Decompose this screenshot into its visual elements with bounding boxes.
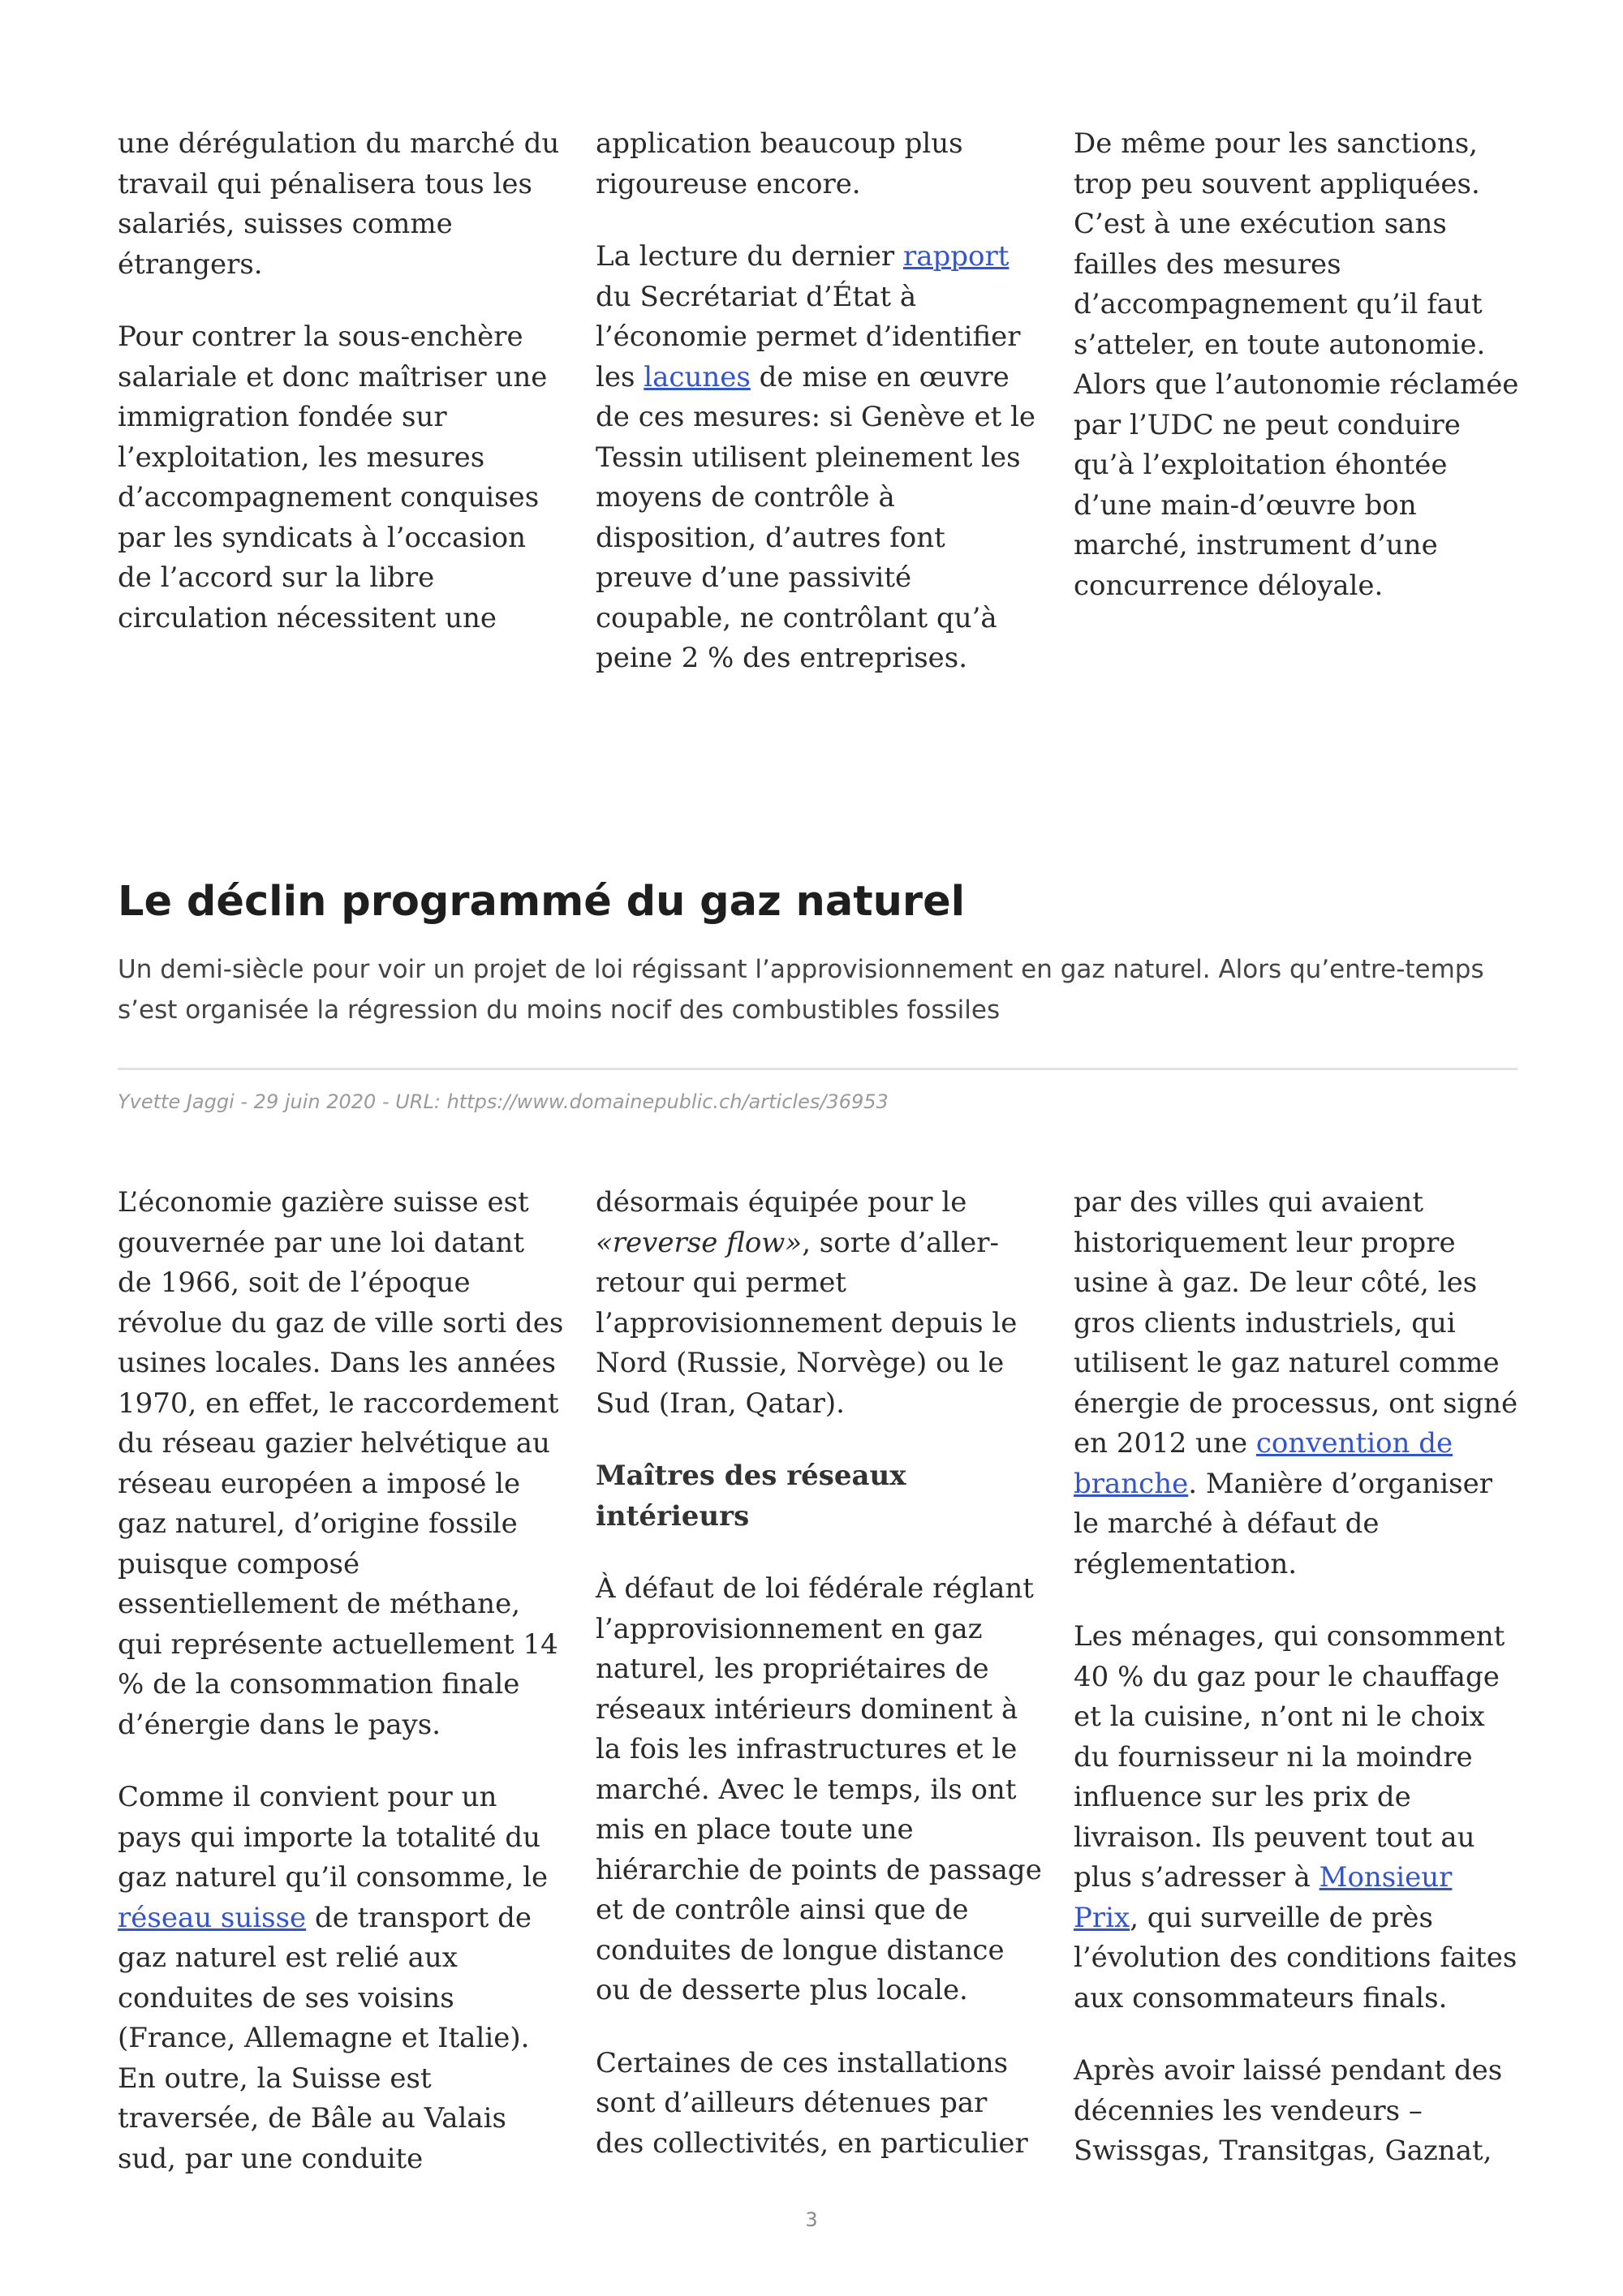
header-divider — [118, 1068, 1518, 1070]
page-number: 3 — [805, 2208, 818, 2231]
body-paragraph: La lecture du dernier rapport du Secrétariat d’État à l’économie permet d’identifier les lacunes de mise en œuvre de ces mesures: si Genève et le Tessin utilisent pleinement les moyens de contrôle à disposition, d’autres font preuve d’une passivité coupable, ne contrôlant qu’à peine 2 % des entreprises. — [596, 240, 1036, 674]
body-paragraph: Certaines de ces installations sont d’ailleurs détenues par des collectivités, en particulier — [596, 2046, 1028, 2160]
convention-de-branche-link[interactable]: convention de branche — [1074, 1427, 1453, 1500]
article-lead: Un demi-siècle pour voir un projet de loi régissant l’approvisionnement en gaz naturel. Alors qu’entre-temps s’est organisée la régression du moins nocif des combustibles fossiles — [118, 955, 1484, 1025]
body-paragraph: Après avoir laissé pendant des décennies les vendeurs – Swissgas, Transitgas, Gaznat, — [1074, 2054, 1503, 2167]
monsieur-prix-link[interactable]: Monsieur Prix — [1074, 1861, 1453, 1934]
body-paragraph: application beaucoup plus rigoureuse encore. — [596, 127, 963, 200]
body-paragraph: Comme il convient pour un pays qui importe la totalité du gaz naturel qu’il consomme, le réseau suisse de transport de gaz naturel est relié aux conduites de ses voisins (France, Allemagne et Italie). En outre, la Suisse est traversée, de Bâle au Valais sud, par une conduite — [118, 1781, 549, 2175]
rapport-link[interactable]: rapport — [903, 240, 1010, 273]
prev-article-column-3 — [1074, 124, 1520, 606]
article-meta: Yvette Jaggi - 29 juin 2020 - URL: https://www.domainepublic.ch/articles/36953 — [118, 1090, 889, 1113]
body-paragraph: De même pour les sanctions, trop peu souvent appliquées. C’est à une exécution sans failles des mesures d’accompagnement qu’il faut s’atteler, en toute autonomie. Alors que l’autonomie réclamée par l’UDC ne peut conduire qu’à l’exploitation éhontée d’une main-d’œuvre bon marché, instrument d’une concurrence déloyale. — [1074, 127, 1519, 602]
article-title: Le déclin programmé du gaz naturel — [118, 878, 966, 926]
body-paragraph: Les ménages, qui consomment 40 % du gaz pour le chauffage et la cuisine, n’ont ni le choix du fournisseur ni la moindre influence sur les prix de livraison. Ils peuvent tout au plus s’adresser à Monsieur Prix, qui surveille de près l’évolution des conditions faites aux consommateurs finals. — [1074, 1620, 1518, 2014]
lacunes-link[interactable]: lacunes — [644, 360, 751, 393]
prev-article-column-2 — [596, 124, 1042, 679]
article-column-1 — [118, 1183, 564, 2179]
body-paragraph: une dérégulation du marché du travail qui pénalisera tous les salariés, suisses comme étrangers. — [118, 127, 560, 281]
article-column-3 — [1074, 1183, 1520, 2172]
reseau-suisse-link[interactable]: réseau suisse — [118, 1901, 307, 1934]
body-paragraph: L’économie gazière suisse est gouvernée par une loi datant de 1966, soit de l’époque révolue du gaz de ville sorti des usines locales. Dans les années 1970, en effet, le raccordement du réseau gazier helvétique au réseau européen a imposé le gaz naturel, d’origine fossile puisque composé essentiellement de méthane, qui représente actuellement 14 % de la consommation finale d’énergie dans le pays. — [118, 1186, 564, 1741]
prev-article-column-1 — [118, 124, 564, 638]
body-paragraph: À défaut de loi fédérale réglant l’approvisionnement en gaz naturel, les propriétaires de réseaux intérieurs dominent à la fois les infrastructures et le marché. Avec le temps, ils ont mis en place toute une hiérarchie de points de passage et de contrôle ainsi que de conduites de longue distance ou de desserte plus locale. — [596, 1572, 1042, 2006]
section-heading: Maîtres des réseaux intérieurs — [596, 1460, 906, 1533]
article-column-2 — [596, 1183, 1042, 2164]
body-paragraph: Pour contrer la sous-enchère salariale et donc maîtriser une immigration fondée sur l’exploitation, les mesures d’accompagnement conquises par les syndicats à l’occasion de l’accord sur la libre circulation nécessitent une — [118, 320, 548, 634]
body-paragraph: désormais équipée pour le «reverse flow», sorte d’aller-retour qui permet l’approvisionnement depuis le Nord (Russie, Norvège) ou le Sud (Iran, Qatar). — [596, 1186, 1018, 1420]
body-paragraph: par des villes qui avaient historiquement leur propre usine à gaz. De leur côté, les gros clients industriels, qui utilisent le gaz naturel comme énergie de processus, ont signé en 2012 une convention de branche. Manière d’organiser le marché à défaut de réglementation. — [1074, 1186, 1518, 1580]
